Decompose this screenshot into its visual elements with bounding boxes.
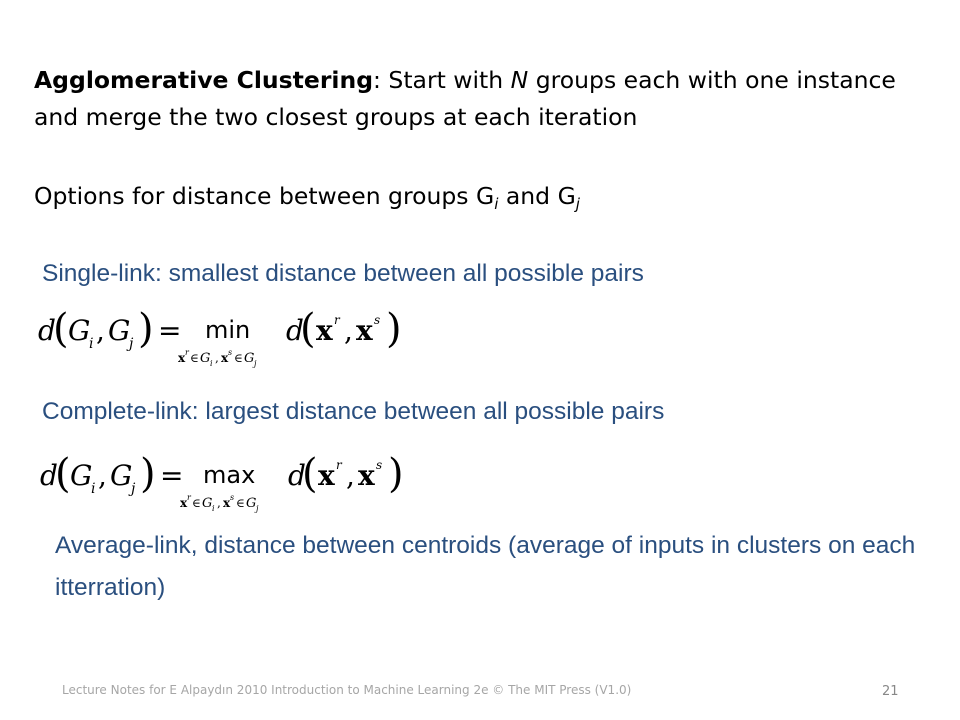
options-heading bbox=[34, 178, 580, 215]
svg-text:G: G bbox=[246, 496, 257, 511]
svg-text:i: i bbox=[89, 336, 94, 352]
svg-text:d: d bbox=[40, 459, 58, 492]
svg-text:,: , bbox=[346, 459, 355, 492]
intro-rest: groups each with one instance and merge the two closest groups at each iteration bbox=[34, 66, 896, 131]
complete-link-text: Complete-link: largest distance between all possible pairs bbox=[42, 398, 665, 425]
single-link-text: Single-link: smallest distance between all possible pairs bbox=[42, 260, 644, 287]
svg-text:): ) bbox=[386, 306, 402, 352]
svg-text:i: i bbox=[210, 359, 213, 368]
options-prefix: Options for distance between groups G bbox=[34, 182, 495, 210]
svg-text:(: ( bbox=[302, 451, 318, 497]
svg-text:x: x bbox=[178, 351, 186, 365]
intro-colon: : Start with bbox=[373, 66, 511, 94]
footer-note: Lecture Notes for E Alpaydın 2010 Introduction to Machine Learning 2e © The MIT Press (V1.0) bbox=[62, 683, 632, 697]
svg-text:r: r bbox=[187, 493, 191, 502]
svg-text:∈: ∈ bbox=[234, 351, 243, 365]
intro-paragraph bbox=[34, 62, 934, 136]
svg-text:∈: ∈ bbox=[236, 496, 245, 510]
svg-text:,: , bbox=[98, 459, 107, 492]
formula-complete-operator: max bbox=[203, 461, 256, 489]
svg-text:,: , bbox=[96, 314, 105, 347]
svg-text:x: x bbox=[223, 496, 231, 510]
svg-text:x: x bbox=[358, 459, 375, 492]
svg-text:x: x bbox=[356, 314, 373, 347]
options-subscript-j: j bbox=[575, 195, 580, 213]
svg-text:=: = bbox=[160, 459, 184, 492]
svg-text:x: x bbox=[316, 314, 333, 347]
svg-text:,: , bbox=[344, 314, 353, 347]
svg-text:r: r bbox=[334, 313, 340, 327]
svg-text:): ) bbox=[140, 451, 156, 497]
options-subscript-i: i bbox=[494, 195, 499, 213]
svg-text:G: G bbox=[108, 314, 131, 347]
svg-text:j: j bbox=[131, 481, 136, 497]
formula-single-link bbox=[38, 302, 418, 372]
formula-complete-link bbox=[40, 447, 420, 517]
svg-text:x: x bbox=[318, 459, 335, 492]
svg-text:G: G bbox=[68, 314, 91, 347]
svg-text:d: d bbox=[286, 314, 304, 347]
svg-text:j: j bbox=[129, 336, 134, 352]
intro-term: Agglomerative Clustering bbox=[34, 66, 374, 94]
svg-text:): ) bbox=[138, 306, 154, 352]
svg-text:G: G bbox=[202, 496, 213, 511]
svg-text:,: , bbox=[215, 351, 219, 365]
svg-text:(: ( bbox=[53, 306, 69, 352]
svg-text:∈: ∈ bbox=[192, 496, 201, 510]
svg-text:,: , bbox=[217, 496, 221, 510]
svg-text:d: d bbox=[38, 314, 56, 347]
average-link-text: Average-link, distance between centroids (average of inputs in clusters on each itterration) bbox=[55, 532, 916, 601]
svg-text:i: i bbox=[212, 504, 215, 513]
page-number: 21 bbox=[882, 684, 899, 699]
options-middle: and G bbox=[498, 182, 576, 210]
svg-text:i: i bbox=[91, 481, 96, 497]
svg-text:s: s bbox=[376, 458, 383, 472]
svg-text:j: j bbox=[256, 504, 259, 513]
svg-text:x: x bbox=[221, 351, 229, 365]
svg-text:s: s bbox=[228, 348, 233, 357]
svg-text:(: ( bbox=[300, 306, 316, 352]
svg-text:∈: ∈ bbox=[190, 351, 199, 365]
svg-text:): ) bbox=[388, 451, 404, 497]
svg-text:x: x bbox=[180, 496, 188, 510]
svg-text:G: G bbox=[70, 459, 93, 492]
svg-text:G: G bbox=[244, 351, 255, 366]
svg-text:j: j bbox=[254, 359, 257, 368]
svg-text:G: G bbox=[200, 351, 211, 366]
svg-text:G: G bbox=[110, 459, 133, 492]
svg-text:=: = bbox=[158, 314, 182, 347]
svg-text:(: ( bbox=[55, 451, 71, 497]
svg-text:r: r bbox=[336, 458, 342, 472]
formula-single-operator: min bbox=[205, 316, 251, 344]
intro-n-symbol: N bbox=[510, 66, 529, 94]
svg-text:s: s bbox=[230, 493, 235, 502]
svg-text:s: s bbox=[374, 313, 381, 327]
svg-text:d: d bbox=[288, 459, 306, 492]
svg-text:r: r bbox=[185, 348, 189, 357]
